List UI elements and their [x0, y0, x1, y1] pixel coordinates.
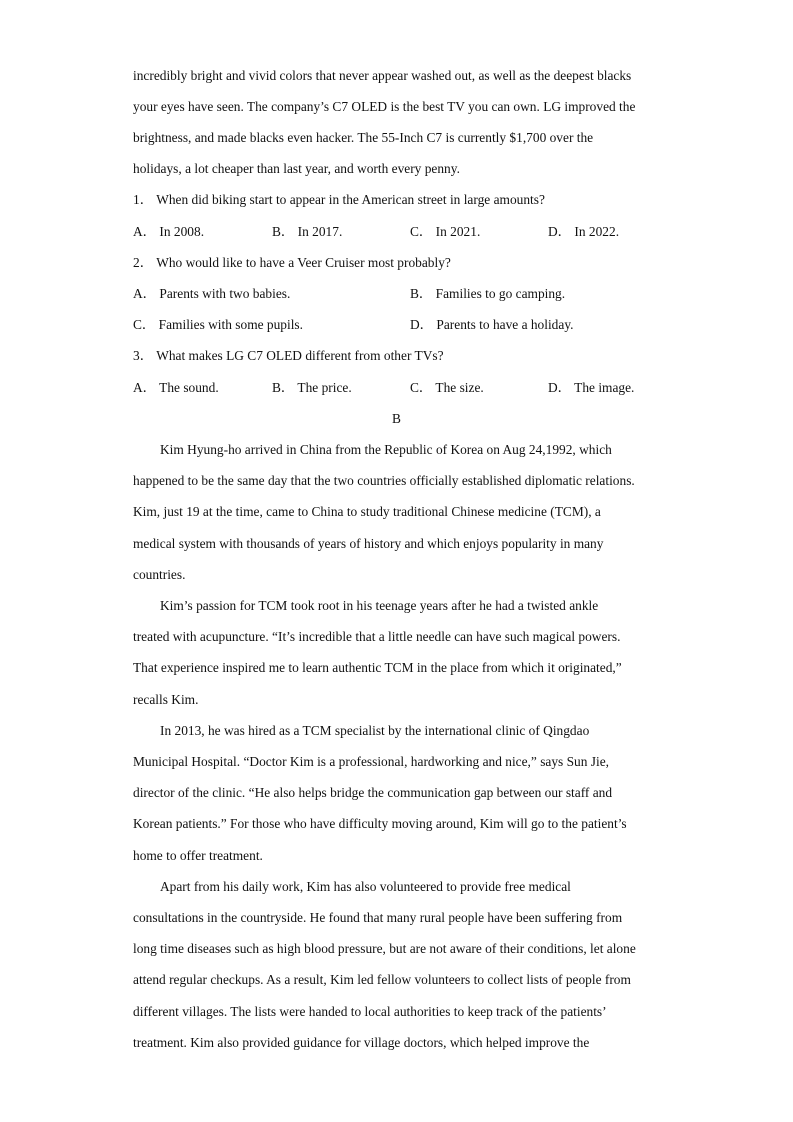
passage-b-line: director of the clinic. “He also helps bridge the communication gap between our staff and [133, 785, 613, 800]
passage-b-line: Municipal Hospital. “Doctor Kim is a professional, hardworking and nice,” says Sun Jie, [133, 754, 610, 769]
question-3-option-c: C． The size. [410, 380, 484, 395]
passage-b-line: Korean patients.” For those who have difficulty moving around, Kim will go to the patient’s [133, 816, 627, 831]
passage-a-line: brightness, and made blacks even hacker. The 55-Inch C7 is currently $1,700 over the [133, 130, 594, 145]
passage-b-line: That experience inspired me to learn authentic TCM in the place from which it originated,” [133, 660, 622, 675]
question-1-option-d: D． In 2022. [548, 224, 620, 239]
question-2-option-b: B． Families to go camping. [410, 286, 566, 301]
question-2-stem: 2． Who would like to have a Veer Cruiser most probably? [133, 255, 451, 270]
passage-b-line: Apart from his daily work, Kim has also volunteered to provide free medical [160, 879, 571, 894]
passage-b-line: Kim Hyung-ho arrived in China from the Republic of Korea on Aug 24,1992, which [160, 442, 612, 457]
question-2-option-d: D． Parents to have a holiday. [410, 317, 574, 332]
question-1-option-c: C． In 2021. [410, 224, 481, 239]
passage-b-line: In 2013, he was hired as a TCM specialist by the international clinic of Qingdao [160, 723, 590, 738]
passage-b-line: Kim’s passion for TCM took root in his teenage years after he had a twisted ankle [160, 598, 599, 613]
passage-b-line: happened to be the same day that the two countries officially established diplomatic relations. [133, 473, 635, 488]
passage-b-line: treatment. Kim also provided guidance for village doctors, which helped improve the [133, 1035, 590, 1050]
question-3-option-b: B． The price. [272, 380, 352, 395]
passage-b-line: recalls Kim. [133, 692, 199, 707]
passage-b-line: treated with acupuncture. “It’s incredible that a little needle can have such magical powers. [133, 629, 621, 644]
section-b-heading: B [392, 411, 401, 426]
question-1-option-a: A． In 2008. [133, 224, 205, 239]
question-3-option-a: A． The sound. [133, 380, 219, 395]
passage-b-line: long time diseases such as high blood pressure, but are not aware of their conditions, let alone [133, 941, 636, 956]
passage-a-line: holidays, a lot cheaper than last year, and worth every penny. [133, 161, 460, 176]
passage-b-line: attend regular checkups. As a result, Kim led fellow volunteers to collect lists of people from [133, 972, 631, 987]
question-3-option-d: D． The image. [548, 380, 635, 395]
question-2-option-c: C． Families with some pupils. [133, 317, 303, 332]
passage-b-line: home to offer treatment. [133, 848, 263, 863]
passage-a-line: incredibly bright and vivid colors that never appear washed out, as well as the deepest blacks [133, 68, 632, 83]
question-3-stem: 3． What makes LG C7 OLED different from other TVs? [133, 348, 444, 363]
passage-b-line: Kim, just 19 at the time, came to China to study traditional Chinese medicine (TCM), a [133, 504, 601, 519]
passage-b-line: consultations in the countryside. He found that many rural people have been suffering from [133, 910, 623, 925]
passage-a-line: your eyes have seen. The company’s C7 OLED is the best TV you can own. LG improved the [133, 99, 636, 114]
question-1-stem: 1． When did biking start to appear in the American street in large amounts? [133, 192, 545, 207]
passage-b-line: medical system with thousands of years of history and which enjoys popularity in many [133, 536, 604, 551]
question-1-option-b: B． In 2017. [272, 224, 343, 239]
question-2-option-a: A． Parents with two babies. [133, 286, 291, 301]
passage-b-line: countries. [133, 567, 186, 582]
passage-b-line: different villages. The lists were handed to local authorities to keep track of the patients’ [133, 1004, 607, 1019]
